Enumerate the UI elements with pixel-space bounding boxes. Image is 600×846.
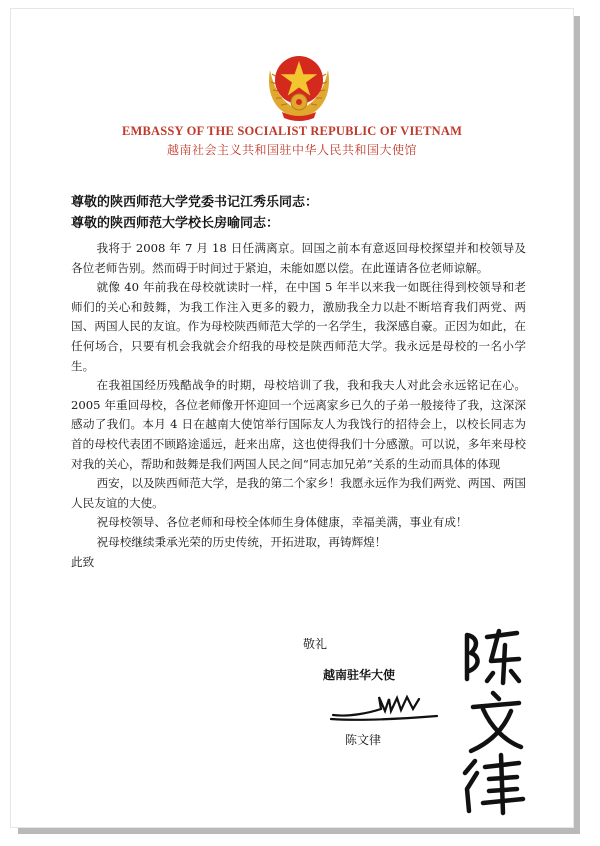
signature-calligraphy-icon	[459, 627, 529, 817]
salutation-president: 尊敬的陕西师范大学校长房喻同志：	[71, 216, 280, 231]
signer-title: 越南驻华大使	[323, 668, 396, 682]
salutation-secretary: 尊敬的陕西师范大学党委书记江秀乐同志：	[71, 195, 319, 210]
closing-text: 此致	[71, 554, 95, 569]
body-paragraph: 在我祖国经历残酷战争的时期，母校培训了我，我和我夫人对此会永远铭记在心。2005 年重回母校，各位老师像开怀迎回一个远离家乡已久的子弟一般接待了我，这深深感动了我们。本月 4 日在越南大使馆举行国际友人为我饯行的招待会上，以校长同志为首的母校代表团不顾路途遥远，赶来出席，这也使得我们十分感激。可以说，多年来母校对我的关心，帮助和鼓舞是我们两国人民之间“同志加兄弟”关系的生动而具体的体现	[71, 378, 526, 471]
letter-body	[71, 239, 526, 572]
body-paragraph: 就像 40 年前我在母校就读时一样，在中国 5 年半以来我一如既往得到校领导和老师们的关心和鼓舞，为我工作注入更多的毅力，激励我全力以赴不断培育我们两党、两国、两国人民的友谊。作为母校陕西师范大学的一名学生，我深感自豪。正因为如此，在任何场合，只要有机会我就会介绍我的母校是陕西师范大学。我永远是母校的一名小学生。	[71, 280, 526, 373]
letterhead-title-zh: 越南社会主义共和国驻中华人民共和国大使馆	[166, 143, 417, 157]
body-paragraph: 西安，以及陕西师范大学，是我的第二个家乡！我愿永远作为我们两党、两国、两国人民友谊的大使。	[71, 476, 526, 510]
letterhead-title-en: EMBASSY OF THE SOCIALIST REPUBLIC OF VIETNAM	[121, 124, 463, 138]
national-emblem-icon	[264, 44, 334, 122]
regards-text: 敬礼	[303, 637, 328, 651]
letter-page	[10, 8, 574, 828]
body-paragraph: 祝母校领导、各位老师和母校全体师生身体健康，幸福美满，事业有成！	[96, 515, 468, 530]
body-paragraph: 我将于 2008 年 7 月 18 日任满离京。回国之前本有意返回母校探望并和校领导及各位老师告别。然而碍于时间过于紧迫，未能如愿以偿。在此谨请各位老师谅解。	[71, 241, 526, 275]
signature-latin-icon	[329, 689, 439, 723]
body-paragraph: 祝母校继续秉承光荣的历史传统，开拓进取，再铸辉煌！	[96, 534, 387, 549]
signer-name: 陈文律	[345, 733, 382, 747]
